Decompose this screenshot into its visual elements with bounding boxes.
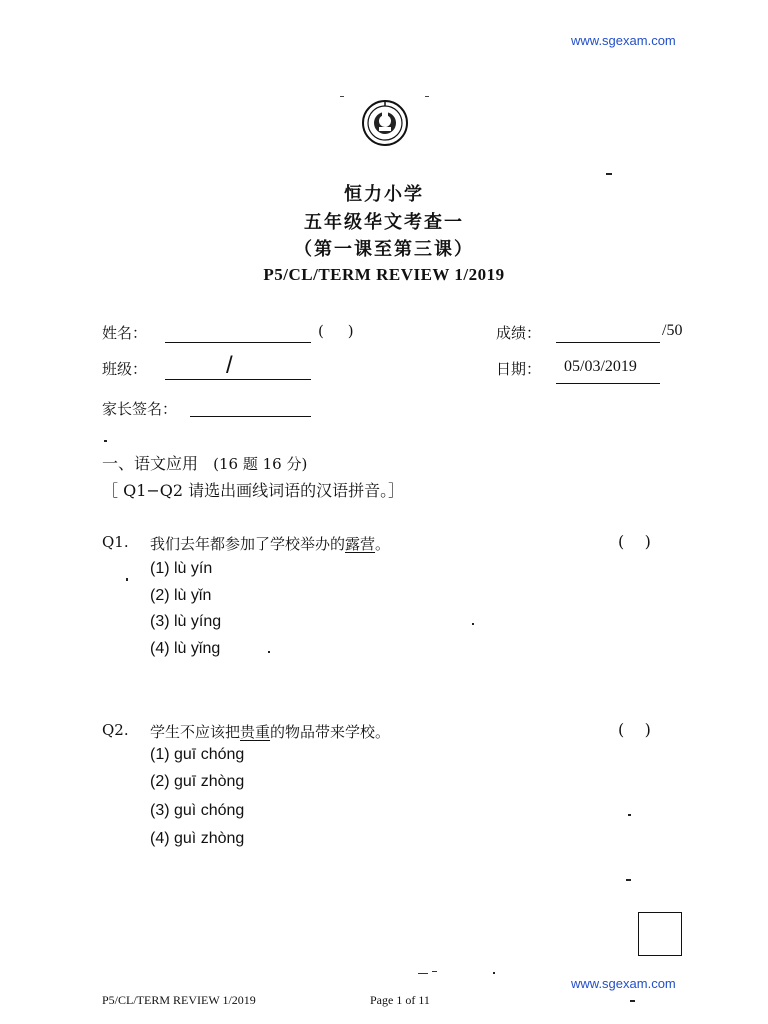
school-name: 恒力小学 bbox=[344, 184, 424, 205]
scan-speck bbox=[606, 173, 612, 175]
section-instruction: ［ Q1−Q2 请选出画线词语的汉语拼音。］ bbox=[102, 481, 405, 500]
score-label: 成绩： bbox=[496, 324, 542, 342]
section-heading-title: 一、语文应用 bbox=[102, 454, 199, 473]
answer-bracket[interactable]: ( ) bbox=[618, 720, 651, 739]
scan-speck bbox=[268, 651, 270, 653]
question-text-after: 。 bbox=[375, 535, 391, 553]
date-field-line bbox=[556, 383, 660, 384]
footer-site-url[interactable]: www.sgexam.com bbox=[571, 976, 676, 991]
scan-speck bbox=[628, 814, 631, 816]
parent-signature-field[interactable] bbox=[190, 416, 311, 417]
scan-speck bbox=[425, 96, 429, 97]
class-label: 班级： bbox=[102, 360, 148, 378]
question-text bbox=[150, 533, 390, 554]
section-heading bbox=[102, 451, 307, 474]
parent-signature-label: 家长签名： bbox=[102, 400, 178, 418]
section-heading-score: (16 题 16 分) bbox=[213, 455, 308, 473]
scan-speck bbox=[626, 879, 631, 881]
answer-option[interactable]: (4) lù yǐng bbox=[150, 640, 221, 657]
footer-exam-code: P5/CL/TERM REVIEW 1/2019 bbox=[102, 993, 256, 1007]
class-number-paren: ( ) bbox=[318, 322, 354, 340]
name-field[interactable] bbox=[165, 342, 311, 343]
scan-speck bbox=[472, 623, 474, 625]
answer-option[interactable]: (2) guī zhòng bbox=[150, 773, 245, 790]
question-number: Q2. bbox=[102, 721, 129, 739]
date-label: 日期： bbox=[496, 360, 542, 378]
class-field[interactable] bbox=[165, 379, 311, 380]
answer-bracket[interactable]: ( ) bbox=[618, 532, 651, 551]
exam-code: P5/CL/TERM REVIEW 1/2019 bbox=[263, 265, 505, 284]
scan-speck bbox=[630, 1000, 635, 1002]
page-number: Page 1 of 11 bbox=[370, 993, 430, 1007]
answer-option[interactable]: (1) guī chóng bbox=[150, 746, 245, 763]
answer-option[interactable]: (3) guì chóng bbox=[150, 802, 245, 819]
scan-speck bbox=[104, 440, 107, 442]
scan-speck bbox=[418, 973, 428, 974]
school-crest-logo bbox=[362, 100, 408, 146]
answer-option[interactable]: (4) guì zhòng bbox=[150, 830, 245, 847]
score-total: /50 bbox=[662, 322, 683, 339]
question-underlined-word: 露营 bbox=[345, 535, 376, 553]
score-field[interactable] bbox=[556, 342, 660, 343]
marks-box bbox=[638, 912, 682, 956]
header-site-url[interactable]: www.sgexam.com bbox=[571, 33, 676, 48]
question-underlined-word: 贵重 bbox=[240, 723, 271, 741]
name-label: 姓名： bbox=[102, 324, 148, 342]
scan-speck bbox=[432, 971, 437, 972]
answer-option[interactable]: (2) lù yǐn bbox=[150, 587, 212, 604]
date-value: 05/03/2019 bbox=[564, 358, 637, 375]
scan-speck bbox=[340, 96, 344, 97]
question-number: Q1. bbox=[102, 533, 129, 551]
scan-speck bbox=[126, 578, 128, 581]
answer-option[interactable]: (3) lù yíng bbox=[150, 613, 222, 630]
exam-title: 五年级华文考查一 bbox=[304, 212, 464, 233]
question-text-before: 我们去年都参加了学校举办的 bbox=[150, 535, 346, 553]
lesson-range: （第一课至第三课） bbox=[294, 239, 474, 260]
question-text bbox=[150, 721, 390, 742]
question-text-before: 学生不应该把 bbox=[150, 723, 241, 741]
class-field-value: / bbox=[226, 352, 233, 379]
answer-option[interactable]: (1) lù yín bbox=[150, 560, 213, 577]
question-text-after: 的物品带来学校。 bbox=[270, 723, 391, 741]
scan-speck bbox=[493, 972, 495, 974]
